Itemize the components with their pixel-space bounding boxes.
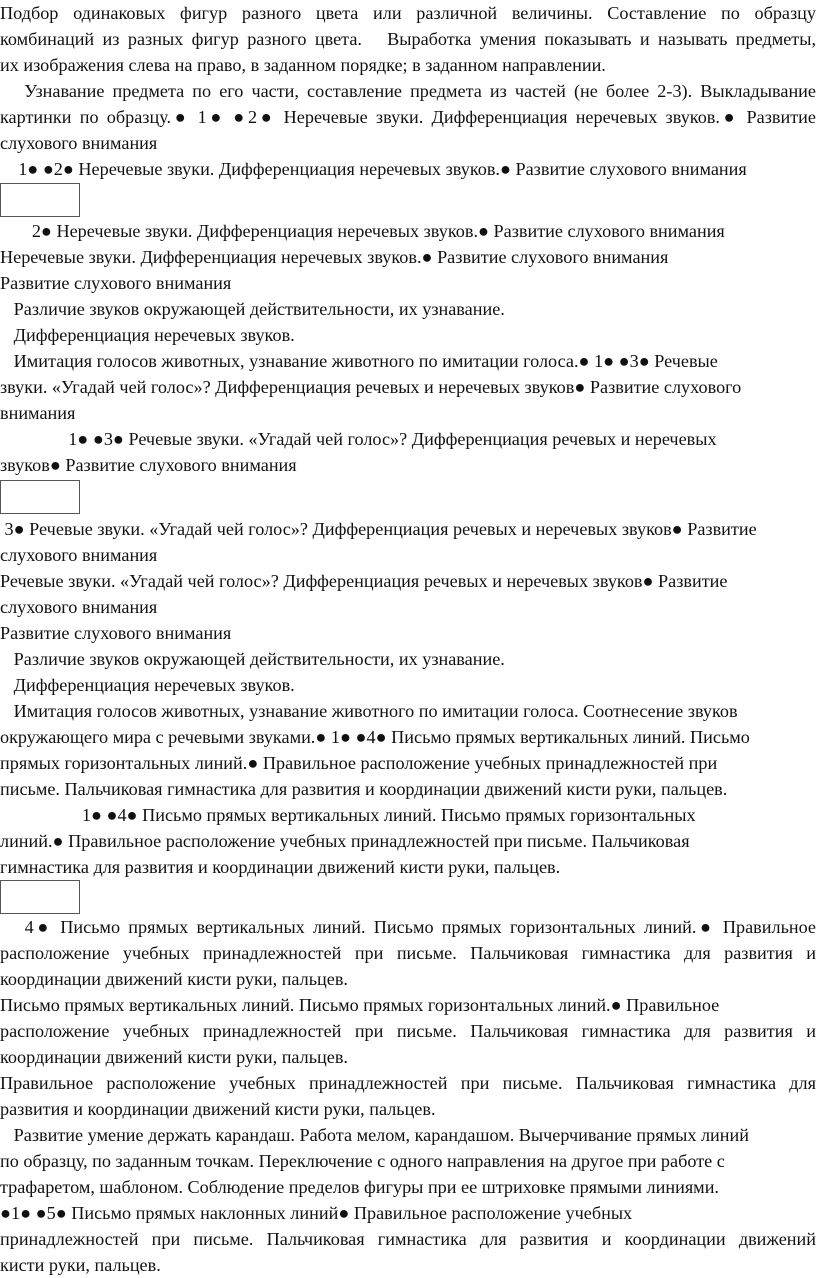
text-line-26: окружающего мира с речевыми звуками.● 1● ●4● Письмо прямых вертикальных линий. Письмо <box>0 727 750 747</box>
text-line-31: гимнастика для развития и координации движений кисти руки, пальцев. <box>0 857 561 877</box>
text-line-40: Развитие умение держать карандаш. Работа мелом, карандашом. Вычерчивание прямых линий <box>0 1125 749 1145</box>
text-line-17: звуков● Развитие слухового внимания <box>0 455 297 475</box>
text-line-12: Дифференциация неречевых звуков. <box>0 325 295 345</box>
text-line-27: прямых горизонтальных линий.● Правильное расположение учебных принадлежностей при <box>0 753 718 773</box>
text-line-18: 3● Речевые звуки. «Угадай чей голос»? Дифференциация речевых и неречевых звуков● Развитие <box>0 519 757 539</box>
text-line-14: звуки. «Угадай чей голос»? Дифференциация речевых и неречевых звуков● Развитие слухового <box>0 377 742 397</box>
text-line-37: координации движений кисти руки, пальцев. <box>0 1047 348 1067</box>
text-line-8: 2● Неречевые звуки. Дифференциация неречевых звуков.● Развитие слухового внимания <box>0 221 725 241</box>
text-line-36: расположение учебных принадлежностей при письме. Пальчиковая гимнастика для развития и <box>0 1021 816 1041</box>
text-line-11: Различие звуков окружающей действительности, их узнавание. <box>0 299 505 319</box>
text-line-19: слухового внимания <box>0 545 158 565</box>
text-line-10: Развитие слухового внимания <box>0 273 232 293</box>
text-line-43: ●1● ●5● Письмо прямых наклонных линий● Правильное расположение учебных <box>0 1203 633 1223</box>
text-line-35: Письмо прямых вертикальных линий. Письмо прямых горизонтальных линий.● Правильное <box>0 995 720 1015</box>
text-line-23: Различие звуков окружающей действительности, их узнавание. <box>0 649 505 669</box>
text-line-1: Подбор одинаковых фигур разного цвета или различной величины. Составление по образцу <box>0 3 816 23</box>
text-line-41: по образцу, по заданным точкам. Переключение с одного направления на другое при работе с <box>0 1151 725 1171</box>
text-line-13: Имитация голосов животных, узнавание животного по имитации голоса.● 1● ●3● Речевые <box>0 351 718 371</box>
text-line-24: Дифференциация неречевых звуков. <box>0 675 295 695</box>
text-line-32: 4● Письмо прямых вертикальных линий. Письмо прямых горизонтальных линий.● Правильное <box>0 917 816 937</box>
text-line-3: их изображения слева на право, в заданном порядке; в заданном направлении. <box>0 55 606 75</box>
text-line-42: трафаретом, шаблоном. Соблюдение пределов фигуры при ее штриховке прямыми линиями. <box>0 1177 719 1197</box>
text-line-28: письме. Пальчиковая гимнастика для развития и координации движений кисти руки, пальцев. <box>0 779 728 799</box>
text-line-30: линий.● Правильное расположение учебных принадлежностей при письме. Пальчиковая <box>0 831 690 851</box>
text-line-15: внимания <box>0 403 76 423</box>
text-line-16: 1● ●3● Речевые звуки. «Угадай чей голос»? Дифференциация речевых и неречевых <box>0 429 717 449</box>
empty-box-3 <box>0 880 80 914</box>
text-line-25: Имитация голосов животных, узнавание животного по имитации голоса. Соотнесение звуков <box>0 701 738 721</box>
text-line-7: 1● ●2● Неречевые звуки. Дифференциация неречевых звуков.● Развитие слухового внимания <box>0 159 747 179</box>
text-line-6: слухового внимания <box>0 133 158 153</box>
empty-box-1 <box>0 183 80 217</box>
text-line-29: 1● ●4● Письмо прямых вертикальных линий. Письмо прямых горизонтальных <box>0 805 696 825</box>
empty-box-2 <box>0 480 80 514</box>
text-line-45: кисти руки, пальцев. <box>0 1255 161 1275</box>
text-line-22: Развитие слухового внимания <box>0 623 232 643</box>
text-line-4: Узнавание предмета по его части, составление предмета из частей (не более 2-3). Выкладывание <box>0 81 816 101</box>
text-line-33: расположение учебных принадлежностей при письме. Пальчиковая гимнастика для развития и <box>0 943 816 963</box>
text-line-38: Правильное расположение учебных принадлежностей при письме. Пальчиковая гимнастика для <box>0 1073 816 1093</box>
text-line-34: координации движений кисти руки, пальцев. <box>0 969 348 989</box>
text-line-39: развития и координации движений кисти руки, пальцев. <box>0 1099 436 1119</box>
text-line-20: Речевые звуки. «Угадай чей голос»? Дифференциация речевых и неречевых звуков● Развитие <box>0 571 728 591</box>
text-line-21: слухового внимания <box>0 597 158 617</box>
text-line-9: Неречевые звуки. Дифференциация неречевых звуков.● Развитие слухового внимания <box>0 247 669 267</box>
text-line-44: принадлежностей при письме. Пальчиковая гимнастика для развития и координации движений <box>0 1229 816 1249</box>
text-line-2: комбинаций из разных фигур разного цвета. Выработка умения показывать и называть предметы, <box>0 29 816 49</box>
text-line-5: картинки по образцу.● 1● ●2● Неречевые звуки. Дифференциация неречевых звуков.● Развитие <box>0 107 816 127</box>
